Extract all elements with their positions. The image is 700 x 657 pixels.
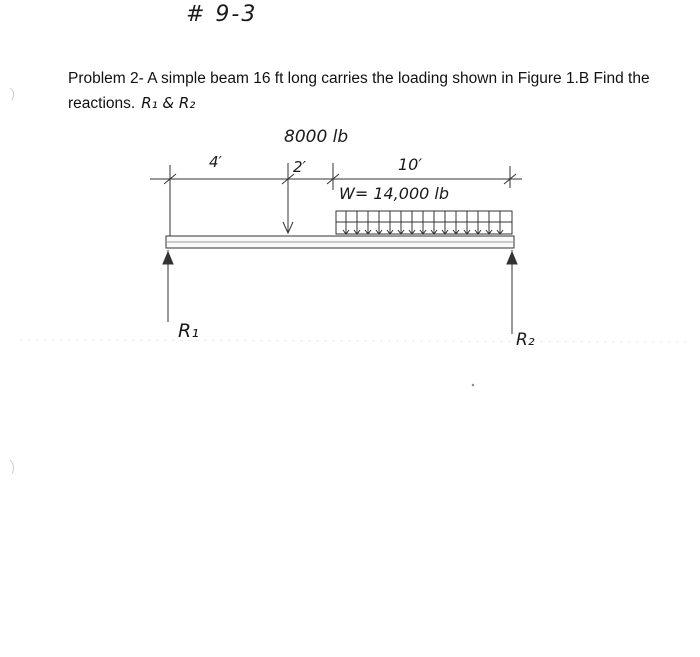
dimension-10ft: 10′ [398,155,422,174]
dimension-line [150,163,522,190]
dimension-4ft: 4′ [209,153,222,171]
beam [166,236,514,248]
problem-text: Problem 2- A simple beam 16 ft long carries the loading shown in Figure 1.B Find the reactions. [68,70,650,112]
reaction-label-r2: R₂ [516,330,535,350]
point-load-label: 8000 lb [284,127,349,147]
dimension-2ft: 2′ [293,158,306,176]
handwritten-note: R₁ & R₂ [141,94,196,112]
reaction-arrow-left [163,250,173,322]
distributed-load-label: W= 14,000 lb [339,184,449,203]
point-load-arrow [283,180,293,233]
reaction-label-r1: R₁ [178,320,199,342]
problem-number: # 9-3 [186,2,258,27]
distributed-load [336,211,512,234]
reaction-arrow-right [507,250,517,334]
